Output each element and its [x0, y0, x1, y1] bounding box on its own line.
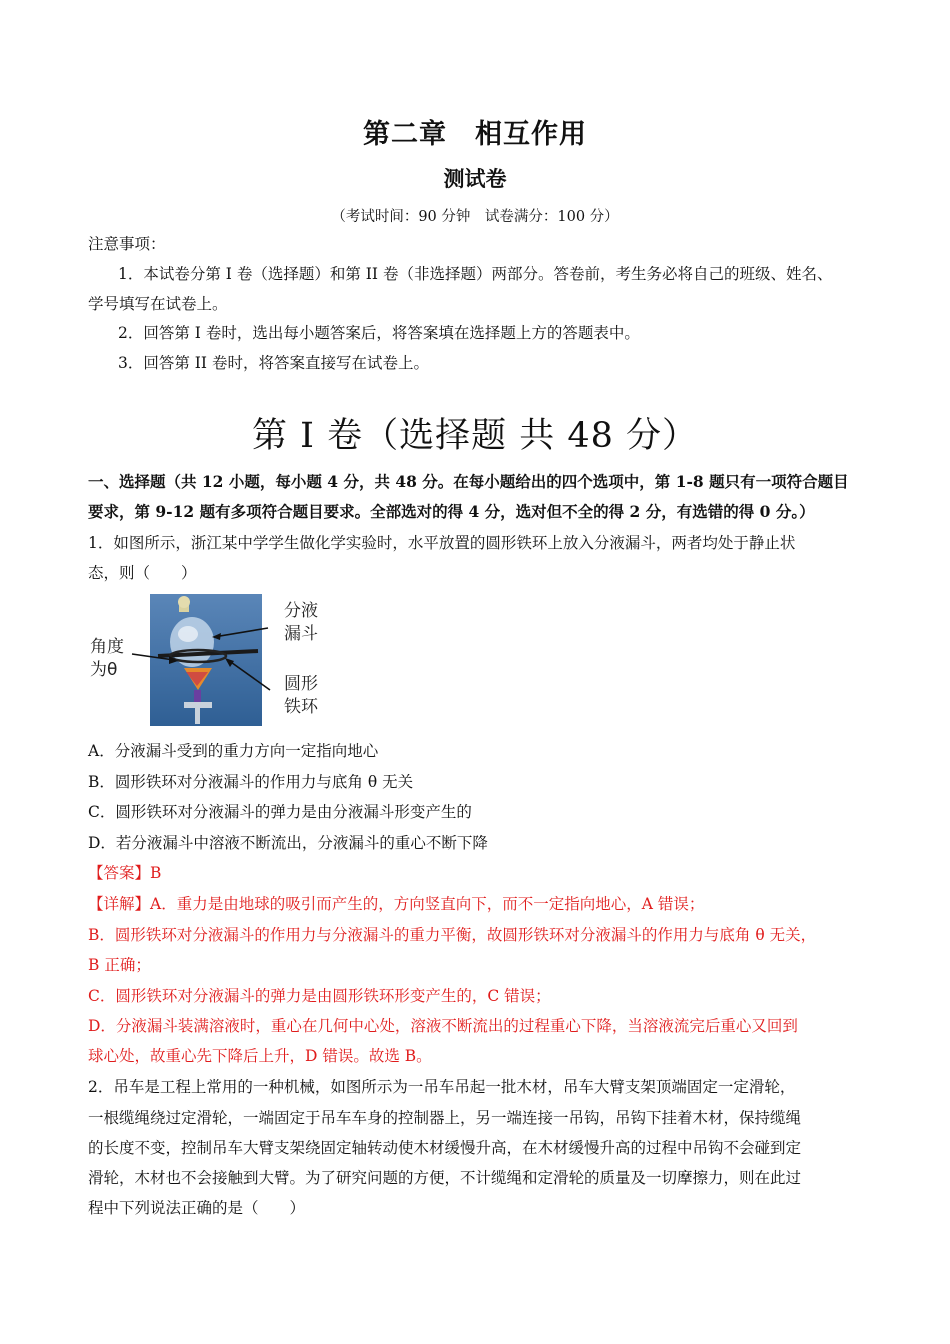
q1-explain-3: C．圆形铁环对分液漏斗的弹力是由圆形铁环形变产生的，C 错误； — [88, 987, 551, 1005]
q2-line-2: 一根缆绳绕过定滑轮，一端固定于吊车车身的控制器上，另一端连接一吊钩，吊钩下挂着木材，保持缆绳 — [88, 1109, 802, 1127]
label-ring-1: 圆形 — [284, 674, 318, 694]
q1-explain-4b: 球心处，故重心先下降后上升，D 错误。故选 B。 — [88, 1047, 432, 1065]
note-item-2: 2．回答第 I 卷时，选出每小题答案后，将答案填在选择题上方的答题表中。 — [118, 324, 640, 342]
chapter-title: 第二章 相互作用 — [363, 119, 587, 150]
q1-answer: 【答案】B — [88, 864, 162, 882]
q1-option-d: D．若分液漏斗中溶液不断流出，分液漏斗的重心不断下降 — [88, 834, 488, 852]
note-item-3: 3．回答第 II 卷时，将答案直接写在试卷上。 — [118, 354, 429, 372]
q1-stem-a: 1．如图所示，浙江某中学学生做化学实验时，水平放置的圆形铁环上放入分液漏斗，两者均处于静止状 — [88, 534, 796, 552]
note-item-1a: 1．本试卷分第 I 卷（选择题）和第 II 卷（非选择题）两部分。答卷前，考生务必将自己的班级、姓名、 — [118, 265, 833, 283]
label-angle-1: 角度 — [90, 637, 124, 657]
q2-line-5: 程中下列说法正确的是（ ） — [88, 1199, 306, 1217]
q1-explain-2a: B．圆形铁环对分液漏斗的作用力与分液漏斗的重力平衡，故圆形铁环对分液漏斗的作用力与底角 θ 无关， — [88, 926, 817, 944]
q1-stem-b: 态，则（ ） — [88, 564, 197, 582]
notes-heading: 注意事项： — [88, 235, 166, 253]
q2-line-3: 的长度不变，控制吊车大臂支架绕固定轴转动使木材缓慢升高，在木材缓慢升高的过程中吊钩不会碰到定 — [88, 1139, 802, 1157]
note-item-1b: 学号填写在试卷上。 — [88, 295, 228, 313]
q1-explain-2b: B 正确； — [88, 956, 151, 974]
exam-info: （考试时间：90 分钟 试卷满分：100 分） — [331, 209, 619, 225]
q2-line-1: 2．吊车是工程上常用的一种机械，如图所示为一吊车吊起一批木材，吊车大臂支架顶端固定一定滑轮， — [88, 1078, 796, 1096]
q1-explain-1: 【详解】A．重力是由地球的吸引而产生的，方向竖直向下，而不一定指向地心，A 错误； — [88, 895, 705, 913]
q1-figure — [88, 590, 348, 730]
q1-option-b: B．圆形铁环对分液漏斗的作用力与底角 θ 无关 — [88, 773, 414, 791]
section-title: 第 I 卷（选择题 共 48 分） — [252, 416, 698, 456]
test-title: 测试卷 — [443, 167, 507, 191]
q2-line-4: 滑轮，木材也不会接触到大臂。为了研究问题的方便，不计缆绳和定滑轮的质量及一切摩擦力，则在此过 — [88, 1169, 802, 1187]
q1-explain-4a: D．分液漏斗装满溶液时，重心在几何中心处，溶液不断流出的过程重心下降，当溶液流完后重心又回到 — [88, 1017, 798, 1035]
q1-option-a: A．分液漏斗受到的重力方向一定指向地心 — [88, 742, 379, 760]
section-intro-b: 要求，第 9-12 题有多项符合题目要求。全部选对的得 4 分，选对但不全的得 2 分，有选错的得 0 分。） — [88, 502, 815, 521]
label-angle-2: 为θ — [90, 660, 118, 680]
label-funnel-1: 分液 — [284, 601, 318, 621]
section-intro-a: 一、选择题（共 12 小题，每小题 4 分，共 48 分。在每小题给出的四个选项中，第 1-8 题只有一项符合题目 — [88, 472, 849, 491]
q1-option-c: C．圆形铁环对分液漏斗的弹力是由分液漏斗形变产生的 — [88, 803, 472, 821]
label-funnel-2: 漏斗 — [284, 624, 318, 644]
label-ring-2: 铁环 — [284, 697, 318, 717]
